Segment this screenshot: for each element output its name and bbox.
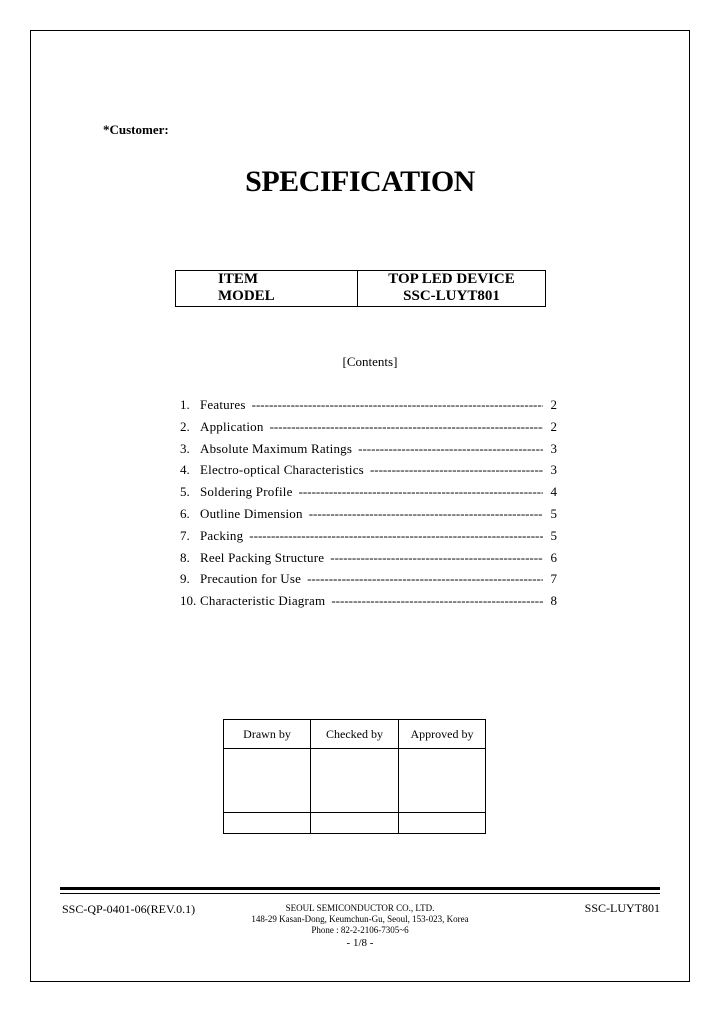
toc-label: Precaution for Use <box>200 571 302 587</box>
toc-label: Soldering Profile <box>200 484 293 500</box>
footer-doc-code: SSC-QP-0401-06(REV.0.1) <box>62 902 196 916</box>
toc-number: 6. <box>180 505 190 521</box>
toc-leader <box>330 550 543 566</box>
table-of-contents <box>180 397 560 615</box>
toc-number: 10. <box>180 593 197 609</box>
toc-page-number: 6 <box>550 549 557 565</box>
toc-label: Packing <box>200 527 244 543</box>
toc-label: Electro-optical Characteristics <box>200 462 364 478</box>
toc-row <box>180 441 560 463</box>
page-title: SPECIFICATION <box>245 165 475 198</box>
toc-number: 8. <box>180 549 190 565</box>
toc-page-number: 4 <box>550 484 557 500</box>
footer-company: SEOUL SEMICONDUCTOR CO., LTD. <box>285 903 435 913</box>
toc-label: Characteristic Diagram <box>200 593 326 609</box>
toc-leader <box>249 528 543 544</box>
item-model-values <box>358 271 545 306</box>
toc-page-number: 5 <box>550 505 557 521</box>
model-label: MODEL <box>218 288 275 304</box>
toc-row <box>180 462 560 484</box>
toc-page-number: 3 <box>550 440 557 456</box>
toc-number: 4. <box>180 462 190 478</box>
toc-row <box>180 571 560 593</box>
checked-by-date-cell <box>311 813 399 833</box>
toc-leader <box>331 593 543 609</box>
toc-number: 7. <box>180 527 190 543</box>
toc-row <box>180 593 560 615</box>
model-value: SSC-LUYT801 <box>403 288 500 304</box>
footer-rule-thin <box>60 893 660 894</box>
checked-by-signature-cell <box>311 749 399 813</box>
toc-number: 5. <box>180 484 190 500</box>
toc-leader <box>252 397 543 413</box>
toc-number: 3. <box>180 440 190 456</box>
footer-page-indicator: - 1/8 - <box>346 937 374 949</box>
toc-label: Outline Dimension <box>200 505 303 521</box>
drawn-by-date-cell <box>224 813 311 833</box>
approval-table <box>223 719 486 834</box>
toc-row <box>180 550 560 572</box>
toc-leader <box>370 462 543 478</box>
toc-page-number: 3 <box>550 462 557 478</box>
drawn-by-header: Drawn by <box>224 720 311 749</box>
toc-label: Application <box>200 418 264 434</box>
toc-row <box>180 397 560 419</box>
toc-number: 9. <box>180 571 190 587</box>
footer-phone: Phone : 82-2-2106-7305~6 <box>311 925 409 935</box>
toc-row <box>180 419 560 441</box>
customer-label: *Customer: <box>103 122 169 137</box>
toc-row <box>180 484 560 506</box>
approved-by-date-cell <box>399 813 485 833</box>
toc-label: Reel Packing Structure <box>200 549 325 565</box>
toc-leader <box>307 571 543 587</box>
toc-leader <box>358 441 543 457</box>
item-label: ITEM <box>218 271 259 287</box>
toc-leader <box>270 419 543 435</box>
approved-by-header: Approved by <box>399 720 485 749</box>
toc-page-number: 7 <box>550 571 557 587</box>
toc-leader <box>309 506 543 522</box>
toc-label: Features <box>200 397 246 412</box>
toc-row <box>180 506 560 528</box>
footer-address: 148-29 Kasan-Dong, Keumchun-Gu, Seoul, 153-023, Korea <box>251 914 469 924</box>
approved-by-signature-cell <box>399 749 485 813</box>
item-model-labels <box>176 271 358 306</box>
item-model-table <box>175 270 546 307</box>
footer-part-number: SSC-LUYT801 <box>584 901 660 915</box>
checked-by-header: Checked by <box>311 720 399 749</box>
footer-rule-thick <box>60 887 660 890</box>
toc-leader <box>299 484 543 500</box>
toc-row <box>180 528 560 550</box>
toc-page-number: 5 <box>550 527 557 543</box>
drawn-by-signature-cell <box>224 749 311 813</box>
item-value: TOP LED DEVICE <box>388 271 515 287</box>
toc-page-number: 2 <box>550 418 557 434</box>
toc-page-number: 8 <box>550 593 557 609</box>
toc-label: Absolute Maximum Ratings <box>200 440 353 456</box>
toc-number: 2. <box>180 418 190 434</box>
toc-number: 1. <box>180 397 190 412</box>
toc-page-number: 2 <box>550 397 557 412</box>
contents-heading: [Contents] <box>342 354 398 369</box>
